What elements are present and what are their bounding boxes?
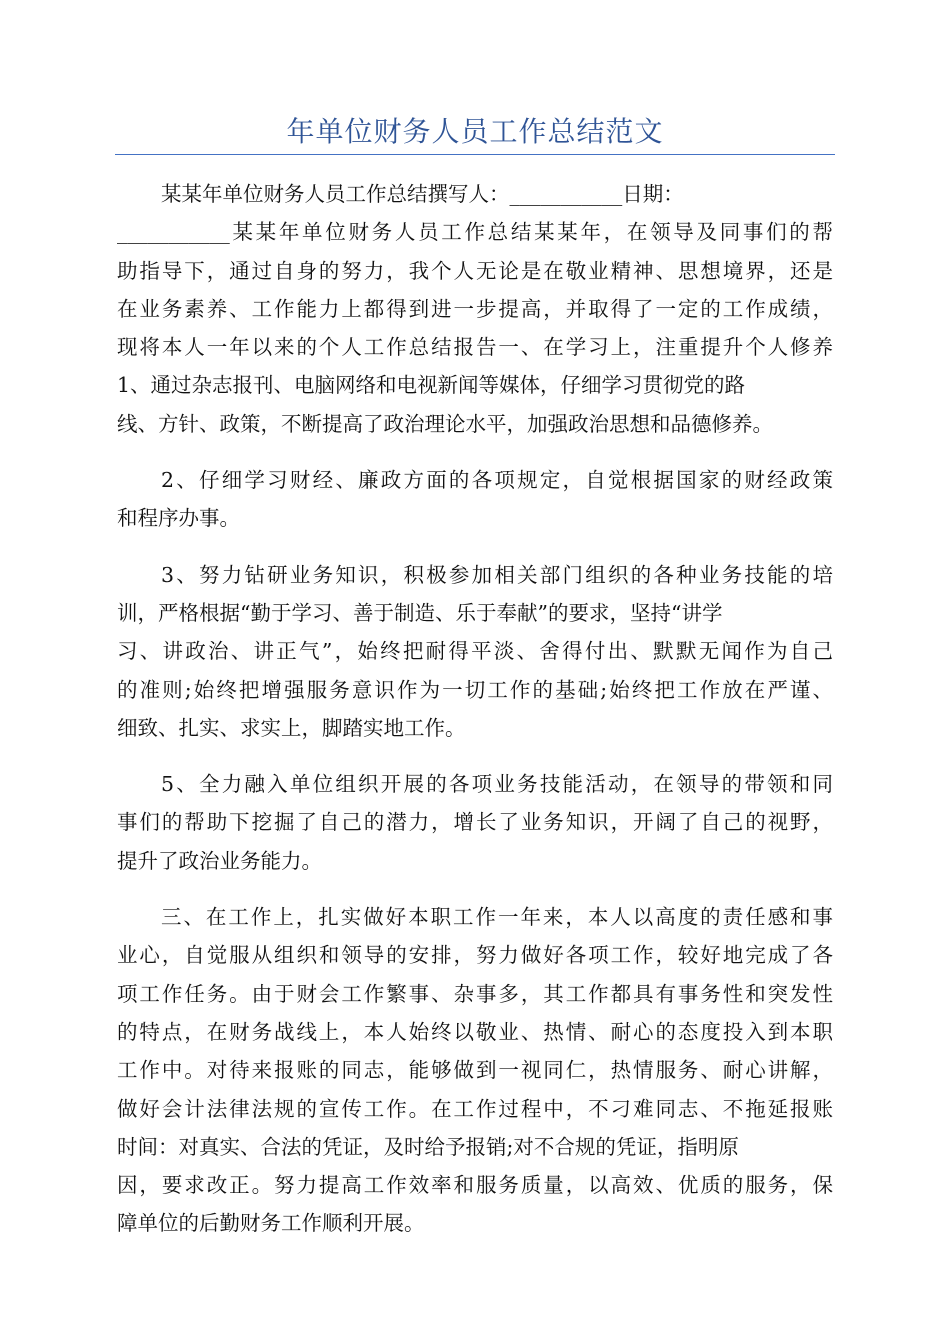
text-line: 1、通过杂志报刊、电脑网络和电视新闻等媒体，仔细学习贯彻党的路 — [117, 373, 746, 398]
text-line: 2、仔细学习财经、廉政方面的各项规定，自觉根据国家的财经政策 — [161, 468, 833, 493]
text-line: ___________某某年单位财务人员工作总结某某年，在领导及同事们的帮 — [117, 220, 833, 245]
text-line: 某某年单位财务人员工作总结撰写人：___________日期： — [161, 182, 684, 206]
text-line: 的特点，在财务战线上，本人始终以敬业、热情、耐心的态度投入到本职 — [117, 1019, 833, 1044]
paragraph — [117, 765, 833, 880]
text-line: 的准则;始终把增强服务意识作为一切工作的基础;始终把工作放在严谨、 — [117, 677, 833, 702]
text-line: 因，要求改正。努力提高工作效率和服务质量，以高效、优质的服务，保 — [117, 1173, 833, 1198]
paragraph — [117, 898, 833, 1243]
text-line: 3、努力钻研业务知识，积极参加相关部门组织的各种业务技能的培 — [161, 562, 833, 587]
text-line: 做好会计法律法规的宣传工作。在工作过程中，不刁难同志、不拖延报账 — [117, 1096, 833, 1121]
text-line: 习、讲政治、讲正气”，始终把耐得平淡、舍得付出、默默无闻作为自己 — [117, 639, 833, 664]
text-line: 和程序办事。 — [117, 506, 240, 531]
text-line: 在业务素养、工作能力上都得到进一步提高，并取得了一定的工作成绩， — [117, 296, 833, 321]
text-line: 项工作任务。由于财会工作繁事、杂事多，其工作都具有事务性和突发性 — [117, 981, 833, 1006]
document-title: 年单位财务人员工作总结范文 — [286, 115, 664, 148]
document-body — [117, 175, 833, 1261]
text-line: 业心，自觉服从组织和领导的安排，努力做好各项工作，较好地完成了各 — [117, 943, 833, 968]
paragraph — [117, 556, 833, 747]
text-line: 提升了政治业务能力。 — [117, 848, 322, 873]
text-line: 线、方针、政策，不断提高了政治理论水平，加强政治思想和品德修养。 — [117, 411, 773, 436]
text-line: 事们的帮助下挖掘了自己的潜力，增长了业务知识，开阔了自己的视野， — [117, 810, 833, 835]
text-line: 工作中。对待来报账的同志，能够做到一视同仁，热情服务、耐心讲解， — [117, 1058, 833, 1083]
paragraph — [117, 461, 833, 538]
text-line: 5、全力融入单位组织开展的各项业务技能活动，在领导的带领和同 — [161, 772, 833, 797]
title-underline — [115, 154, 835, 155]
text-line: 三、在工作上，扎实做好本职工作一年来，本人以高度的责任感和事 — [161, 905, 833, 930]
text-line: 细致、扎实、求实上，脚踏实地工作。 — [117, 715, 466, 740]
paragraph — [117, 175, 833, 443]
text-line: 训，严格根据“勤于学习、善于制造、乐于奉献”的要求，坚持“讲学 — [117, 600, 723, 625]
text-line: 现将本人一年以来的个人工作总结报告一、在学习上，注重提升个人修养 — [117, 335, 833, 360]
text-line: 助指导下，通过自身的努力，我个人无论是在敬业精神、思想境界，还是 — [117, 258, 833, 283]
text-line: 障单位的后勤财务工作顺利开展。 — [117, 1211, 425, 1236]
text-line: 时间：对真实、合法的凭证，及时给予报销;对不合规的凭证，指明原 — [117, 1134, 739, 1159]
